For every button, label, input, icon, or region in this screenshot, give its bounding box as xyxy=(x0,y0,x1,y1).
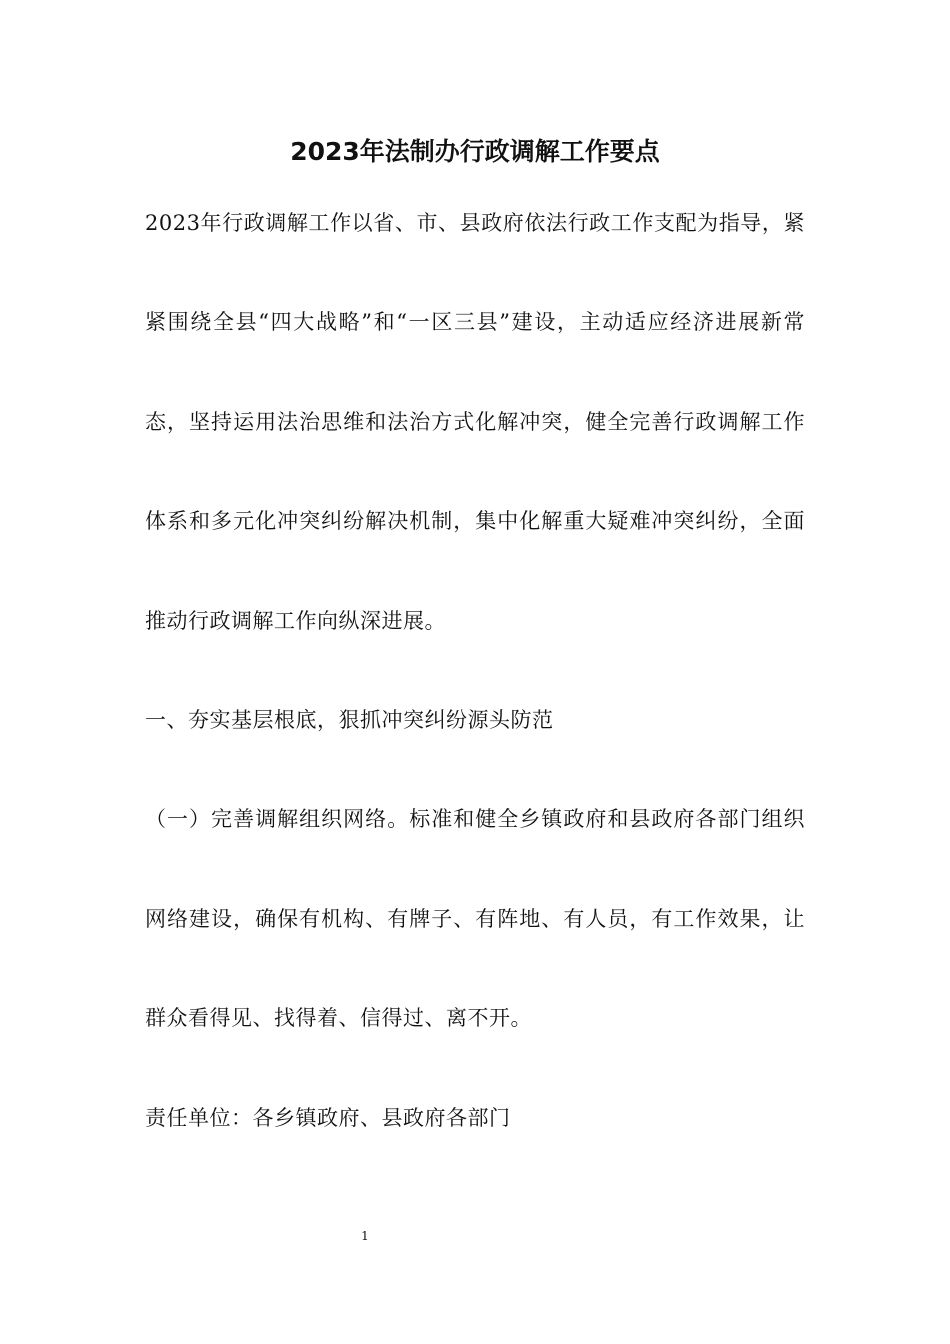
document-title: 2023年法制办行政调解工作要点 xyxy=(290,137,660,166)
subsection-paragraph-1: （一）完善调解组织网络。标准和健全乡镇政府和县政府各部门组织网络建设，确保有机构、有牌子、有阵地、有人员，有工作效果，让群众看得见、找得着、信得过、离不开。 xyxy=(145,807,805,1031)
responsibility-line: 责任单位：各乡镇政府、县政府各部门 xyxy=(145,1105,511,1130)
document-body xyxy=(145,174,805,1168)
section-heading-1: 一、夯实基层根底，狠抓冲突纠纷源头防范 xyxy=(145,708,554,733)
intro-paragraph: 2023年行政调解工作以省、市、县政府依法行政工作支配为指导，紧紧围绕全县“四大战略”和“一区三县”建设，主动适应经济进展新常态，坚持运用法治思维和法治方式化解冲突，健全完善行政调解工作体系和多元化冲突纠纷解决机制，集中化解重大疑难冲突纠纷，全面推动行政调解工作向纵深进展。 xyxy=(145,211,805,633)
page-number: 1 xyxy=(361,1229,369,1243)
